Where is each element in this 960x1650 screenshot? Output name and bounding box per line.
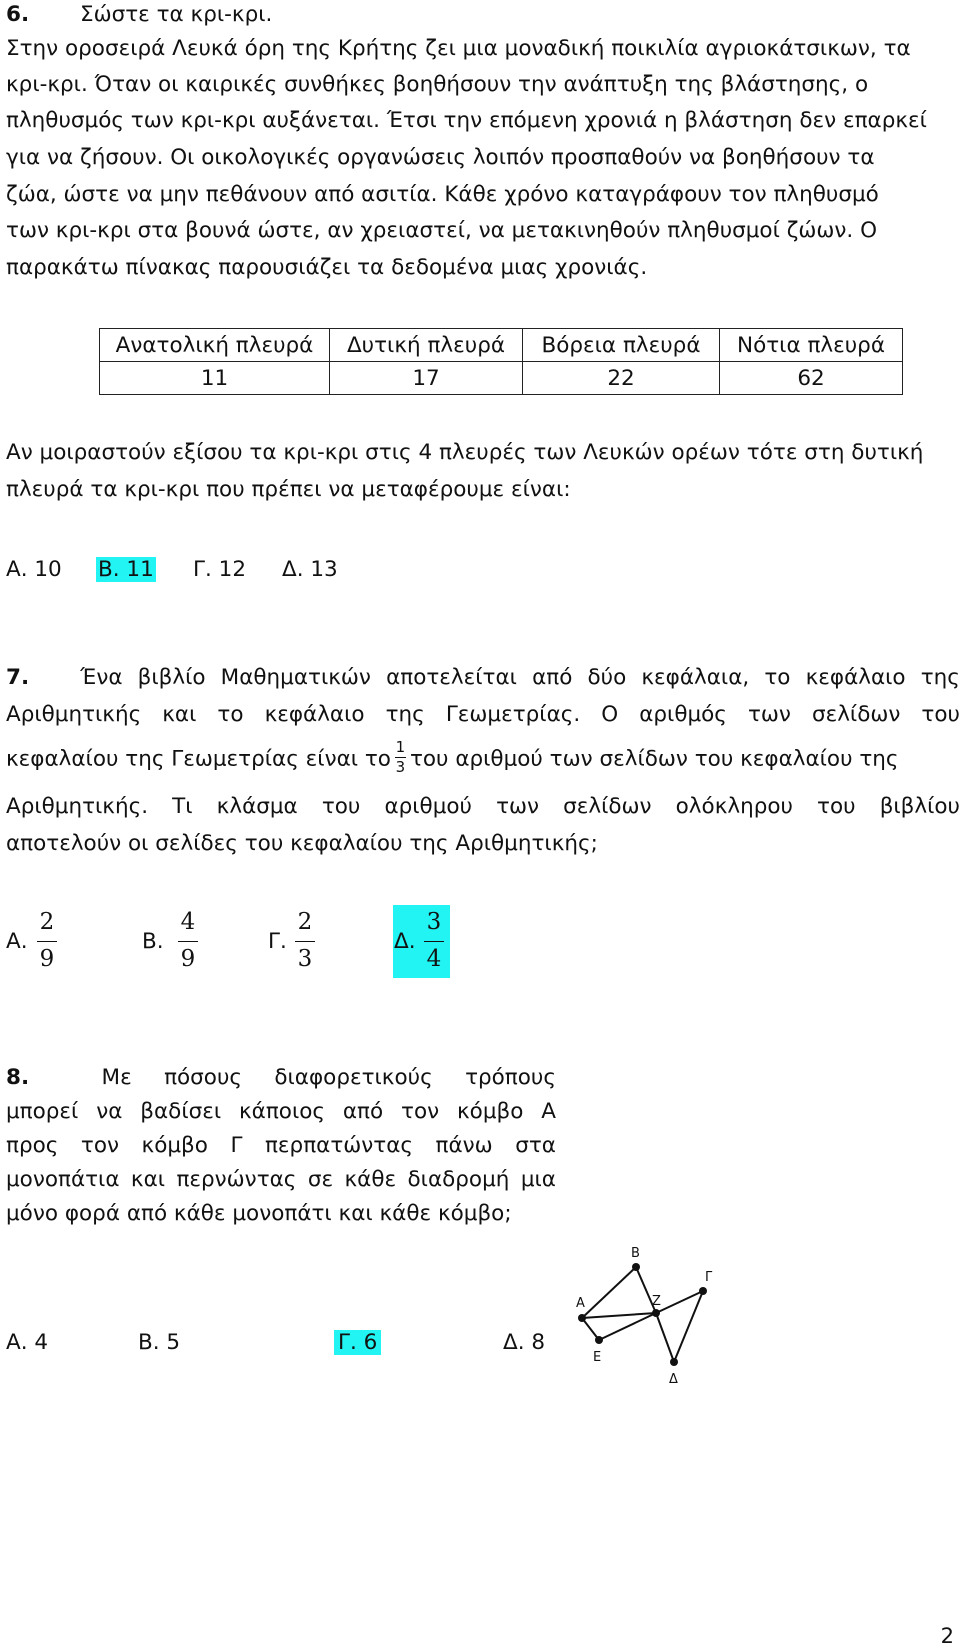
q6-number: 6. xyxy=(6,2,30,27)
q6-text-line: Στην οροσειρά Λευκά όρη της Κρήτης ζει μια μοναδική ποικιλία αγριοκάτσικων, τα xyxy=(6,36,911,61)
word: περπατώντας xyxy=(264,1133,414,1158)
word: περνώντας xyxy=(176,1167,297,1192)
word: των xyxy=(747,702,791,727)
word: Αριθμητικής. xyxy=(6,794,149,819)
word: πόσους xyxy=(164,1065,242,1090)
q6-option-a[interactable]: Α. 10 xyxy=(6,557,62,582)
fraction-denominator: 4 xyxy=(426,946,442,972)
word: από xyxy=(342,1099,384,1124)
word: τον xyxy=(401,1099,440,1124)
word: της xyxy=(920,665,960,690)
q7-text-line xyxy=(6,738,899,777)
q7-line3-after: του αριθμού των σελίδων του κεφαλαίου της xyxy=(409,746,899,772)
word: Μαθηματικών xyxy=(220,665,371,690)
word: Α xyxy=(541,1099,556,1124)
word: τον xyxy=(80,1133,120,1158)
word: πάνω xyxy=(435,1133,493,1158)
word: δύο xyxy=(587,665,627,690)
word: των xyxy=(496,794,540,819)
q7-text-line: αποτελούν οι σελίδες του κεφαλαίου της Αριθμητικής; xyxy=(6,831,598,856)
q6-title: Σώστε τα κρι-κρι. xyxy=(79,2,273,27)
word: και xyxy=(162,702,197,727)
word: από xyxy=(532,665,573,690)
word: Τι xyxy=(172,794,193,819)
q8-number: 8. xyxy=(6,1065,30,1090)
q8-text-line xyxy=(6,1065,556,1090)
fraction-bar xyxy=(295,941,315,942)
q7-option-a-fraction[interactable] xyxy=(37,911,57,971)
node-label-d: Δ xyxy=(669,1372,678,1387)
q7-line3-before: κεφαλαίου της Γεωμετρίας είναι το xyxy=(6,746,391,772)
word: Γεωμετρίας. xyxy=(445,702,581,727)
q7-text-line xyxy=(6,665,960,690)
word: βιβλίου xyxy=(879,794,960,819)
q8-text-line xyxy=(6,1099,556,1124)
q6-option-d[interactable]: Δ. 13 xyxy=(282,557,338,582)
word: κεφάλαια, xyxy=(641,665,750,690)
word: Γ xyxy=(230,1133,243,1158)
q7-text-line xyxy=(6,794,960,819)
q8-option-c[interactable]: Γ. 6 xyxy=(334,1330,381,1355)
word: κόμβο xyxy=(141,1133,208,1158)
edge-a-b xyxy=(582,1267,636,1318)
word: το xyxy=(217,702,244,727)
word: μπορεί xyxy=(6,1099,79,1124)
q8-text-line xyxy=(6,1167,556,1192)
q8-option-b[interactable]: Β. 5 xyxy=(138,1330,181,1355)
table-header-cell: Νότια πλευρά xyxy=(720,329,903,362)
table-cell: 17 xyxy=(330,362,523,395)
node-a xyxy=(578,1314,586,1322)
q6-option-c[interactable]: Γ. 12 xyxy=(193,557,247,582)
word: κεφάλαιο xyxy=(805,665,906,690)
q6-text-line: ζώα, ώστε να μην πεθάνουν από ασιτία. Κάθε χρόνο καταγράφουν τον πληθυσμό xyxy=(6,182,879,207)
fraction-numerator: 2 xyxy=(39,909,55,935)
q6-question-line: Αν μοιραστούν εξίσου τα κρι-κρι στις 4 πλευρές των Λευκών ορέων τότε στη δυτική xyxy=(6,440,924,465)
table-header-cell: Βόρεια πλευρά xyxy=(523,329,720,362)
word: του xyxy=(817,794,856,819)
node-e xyxy=(595,1336,603,1344)
q6-text-line: κρι-κρι. Όταν οι καιρικές συνθήκες βοηθήσουν την ανάπτυξη της βλάστησης, ο xyxy=(6,72,869,97)
node-b xyxy=(632,1263,640,1271)
q7-option-d-fraction[interactable] xyxy=(424,911,444,971)
q7-option-b-label[interactable]: Β. xyxy=(142,929,164,954)
q8-option-a[interactable]: Α. 4 xyxy=(6,1330,49,1355)
word: στα xyxy=(515,1133,556,1158)
fraction-numerator: 2 xyxy=(297,909,313,935)
word: κεφάλαιο xyxy=(264,702,365,727)
fraction-numerator: 4 xyxy=(180,909,196,935)
word: της xyxy=(385,702,425,727)
q6-text-line: παρακάτω πίνακας παρουσιάζει τα δεδομένα μιας χρονιάς. xyxy=(6,255,648,280)
fraction-denominator: 9 xyxy=(180,946,196,972)
word: σελίδων xyxy=(811,702,901,727)
fraction-denominator: 3 xyxy=(395,758,406,776)
word: αριθμός xyxy=(639,702,727,727)
q6-heading xyxy=(6,2,272,27)
edge-z-d xyxy=(656,1313,674,1362)
word: κάθε xyxy=(344,1167,397,1192)
word: αριθμού xyxy=(384,794,472,819)
word: μια xyxy=(520,1167,556,1192)
node-z xyxy=(652,1309,660,1317)
word: βιβλίο xyxy=(137,665,206,690)
q7-number: 7. xyxy=(6,665,30,690)
table-header-cell: Δυτική πλευρά xyxy=(330,329,523,362)
word: του xyxy=(921,702,960,727)
q7-option-d-label[interactable]: Δ. xyxy=(394,929,416,954)
q7-option-a-label[interactable]: Α. xyxy=(6,929,28,954)
q7-option-c-fraction[interactable] xyxy=(295,911,315,971)
table-header-cell: Ανατολική πλευρά xyxy=(100,329,330,362)
fraction-bar xyxy=(424,941,444,942)
table-header-row xyxy=(100,329,903,362)
word: Ο xyxy=(601,702,619,727)
q8-text-line: μόνο φορά από κάθε μονοπάτι και κάθε κόμβο; xyxy=(6,1201,512,1226)
fraction-denominator: 3 xyxy=(297,946,313,972)
word: μονοπάτια xyxy=(6,1167,120,1192)
q6-option-b[interactable]: Β. 11 xyxy=(98,557,154,582)
node-label-b: Β xyxy=(631,1246,640,1261)
fraction-one-third xyxy=(395,740,406,775)
word: ολόκληρου xyxy=(675,794,793,819)
word: Ένα xyxy=(80,665,123,690)
q7-option-c-label[interactable]: Γ. xyxy=(268,929,287,954)
word: προς xyxy=(6,1133,59,1158)
word: διαδρομή xyxy=(407,1167,510,1192)
word: το xyxy=(764,665,791,690)
q7-text-line xyxy=(6,702,960,727)
fraction-denominator: 9 xyxy=(39,946,55,972)
word: αποτελείται xyxy=(386,665,517,690)
table-cell: 62 xyxy=(720,362,903,395)
word: κόμβο xyxy=(457,1099,524,1124)
fraction-numerator: 1 xyxy=(395,738,406,756)
fraction-bar xyxy=(178,941,198,942)
q6-text-line: των κρι-κρι στα βουνά ώστε, αν χρειαστεί, να μετακινηθούν πληθυσμοί ζώων. Ο xyxy=(6,218,878,243)
page-number: 2 xyxy=(940,1624,954,1648)
q6-question-line: πλευρά τα κρι-κρι που πρέπει να μεταφέρουμε είναι: xyxy=(6,477,571,502)
edge-a-e xyxy=(582,1318,599,1340)
q7-option-b-fraction[interactable] xyxy=(178,911,198,971)
node-label-g: Γ xyxy=(705,1270,713,1285)
fraction-numerator: 3 xyxy=(426,909,442,935)
table-row xyxy=(100,362,903,395)
q8-text-line xyxy=(6,1133,556,1158)
node-label-z: Ζ xyxy=(652,1294,661,1309)
word: τρόπους xyxy=(465,1065,556,1090)
word: να xyxy=(96,1099,123,1124)
word: Αριθμητικής xyxy=(6,702,142,727)
node-label-e: Ε xyxy=(593,1350,602,1365)
path-graph-diagram xyxy=(570,1245,730,1395)
word: σελίδων xyxy=(563,794,652,819)
word: βαδίσει xyxy=(140,1099,222,1124)
population-table xyxy=(99,328,903,395)
table-cell: 11 xyxy=(100,362,330,395)
word: διαφορετικούς xyxy=(274,1065,433,1090)
word: σε xyxy=(307,1167,334,1192)
q6-text-line: για να ζήσουν. Οι οικολογικές οργανώσεις λοιπόν προσπαθούν να βοηθήσουν τα xyxy=(6,145,875,170)
word: Με xyxy=(101,1065,132,1090)
fraction-bar xyxy=(37,941,57,942)
word: κάποιος xyxy=(239,1099,325,1124)
word: κλάσμα xyxy=(216,794,298,819)
node-label-a: Α xyxy=(576,1296,585,1311)
word: και xyxy=(130,1167,166,1192)
q6-text-line: πληθυσμός των κρι-κρι αυξάνεται. Έτσι την επόμενη χρονιά η βλάστηση δεν επαρκεί xyxy=(6,108,927,133)
node-g xyxy=(699,1287,707,1295)
q8-option-d[interactable]: Δ. 8 xyxy=(503,1330,546,1355)
table-cell: 22 xyxy=(523,362,720,395)
word: του xyxy=(321,794,361,819)
node-d xyxy=(670,1358,678,1366)
